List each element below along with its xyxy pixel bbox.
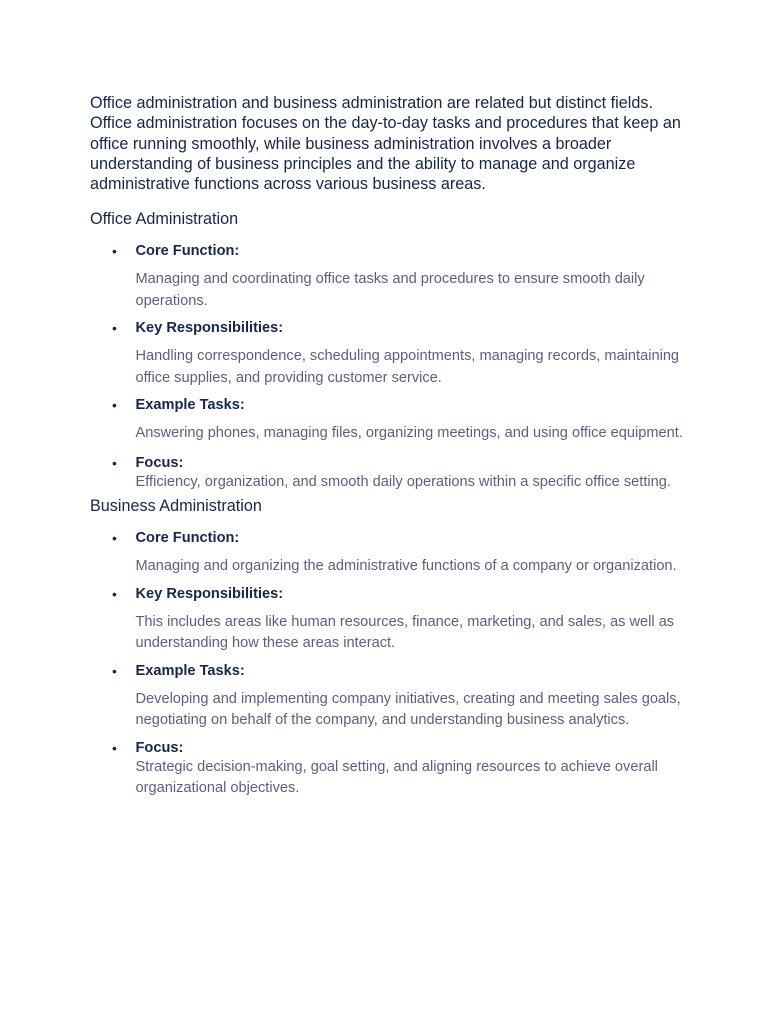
intro-paragraph: Office administration and business administration are related but distinct fields. Office administration focuses on the day-to-day tasks and procedures that keep an office running smoothly, while business administration involves a broader understanding of business principles and the ability to manage and organize administrative functions across various business areas. xyxy=(90,94,681,194)
list-item-core-function xyxy=(90,529,690,578)
list-item-core-function xyxy=(90,242,690,312)
bullet-icon: • xyxy=(112,530,117,547)
bullet-icon: • xyxy=(112,243,117,260)
section-heading-business-administration: Business Administration xyxy=(90,497,262,516)
bullet-icon: • xyxy=(112,454,117,471)
list-item-focus xyxy=(90,739,690,800)
business-administration-list xyxy=(90,529,690,800)
list-item-example-tasks xyxy=(90,396,690,445)
bullet-icon: • xyxy=(112,320,117,337)
item-label: Key Responsibilities: xyxy=(135,585,284,602)
bullet-icon: • xyxy=(112,662,117,679)
item-label: Focus: xyxy=(135,739,184,756)
item-label: Core Function: xyxy=(135,530,240,547)
item-description: Managing and organizing the administrative functions of a company or organization. xyxy=(135,558,677,575)
item-description: Handling correspondence, scheduling appointments, managing records, maintaining office supplies, and providing customer service. xyxy=(135,348,680,386)
item-label: Focus: xyxy=(135,454,184,471)
item-label: Example Tasks: xyxy=(135,397,245,414)
bullet-icon: • xyxy=(112,739,117,756)
item-description: This includes areas like human resources, finance, marketing, and sales, as well as understanding how these areas interact. xyxy=(135,613,675,652)
item-description: Developing and implementing company initiatives, creating and meeting sales goals, negotiating on behalf of the company, and understanding business analytics. xyxy=(135,690,681,729)
bullet-icon: • xyxy=(112,585,117,602)
item-description: Managing and coordinating office tasks and procedures to ensure smooth daily operations. xyxy=(135,271,645,309)
bullet-icon: • xyxy=(112,397,117,414)
document-page xyxy=(90,93,690,800)
item-label: Core Function: xyxy=(135,243,240,260)
section-heading-office-administration: Office Administration xyxy=(90,210,239,229)
list-item-key-responsibilities xyxy=(90,585,690,655)
office-administration-list xyxy=(90,242,690,493)
list-item-key-responsibilities xyxy=(90,319,690,389)
item-description: Answering phones, managing files, organizing meetings, and using office equipment. xyxy=(135,425,683,442)
list-item-focus xyxy=(90,454,690,494)
item-description: Strategic decision-making, goal setting, and aligning resources to achieve overall organizational objectives. xyxy=(135,758,658,797)
item-label: Key Responsibilities: xyxy=(135,320,284,337)
item-label: Example Tasks: xyxy=(135,662,245,679)
list-item-example-tasks xyxy=(90,662,690,732)
item-description: Efficiency, organization, and smooth daily operations within a specific office setting. xyxy=(135,473,671,490)
